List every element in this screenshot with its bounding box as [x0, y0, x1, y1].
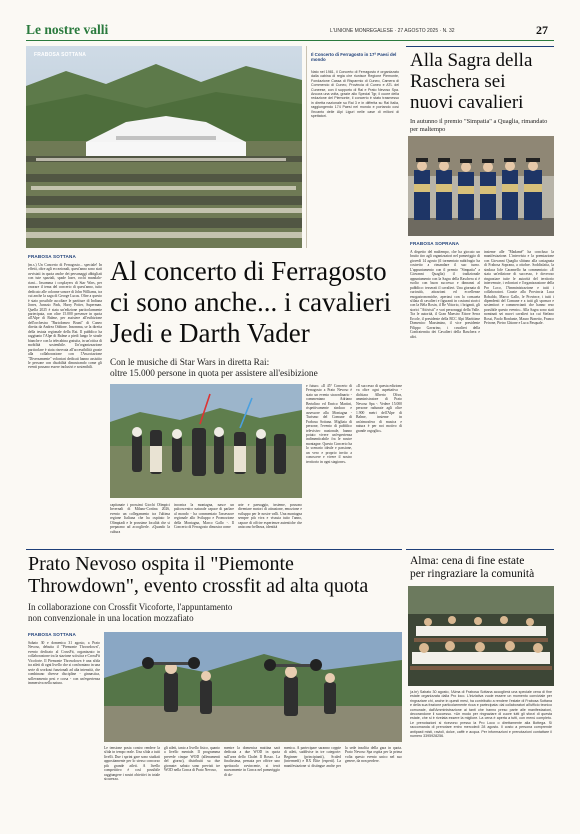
crossfit-col1: Sabato 30 e domenica 31 agosto, a Prato Nevoso, debutta il "Piemonte Throwdown", evento dedicato al CrossFit, organizzato in collaborazione tra la stazione sciistica e CrossFit Vicoforte. Il Piemonte Throwdown è una sfida tra atleti di ogni livello che si confrontano in una serie di workout funzionali ad alta intensità, che combinano diverse discipline - ginnastica, sollevamento pesi e corsa - con un'esperienza immersiva nella natura.: [28, 641, 100, 686]
crossfit-headline-line1: Prato Nevoso ospita il "Piemonte: [28, 553, 294, 575]
alma-photo: [408, 586, 554, 686]
alma-box: [406, 549, 554, 811]
crossfit-headline-line2: Throwdown", evento crossfit ad alta quota: [28, 575, 369, 597]
cavalieri-headline-line3: nuovi cavalieri: [410, 92, 524, 113]
story-location: FRABOSA SOTTANA: [28, 254, 76, 259]
cavalieri-subhead: In autunno il premio "Simpatia" a Quaglia, rimandato per maltempo: [410, 118, 548, 133]
section-title: Le nostre valli: [26, 22, 109, 37]
crossfit-col3: gli atleti, tanto a livello fisico, quanto a livello mentale. Il programma prevede cinque WOD (allenamenti del giorno), distribuiti su due giornate: sabato sono previsti tre WOD nella Conca di Prato Nevoso,: [164, 746, 220, 773]
story-col-e: «Il successo di questa edizione va oltre ogni aspettativa - dichiara Alberto Oliva, amministratore di Prato Nevoso Spa -. Vedere 15.000 persone radunate agli oltre 1.900 metri dell'Alpe di Balme, insieme in un'atmosfera di musica e natura è per noi motivo di grande orgoglio».: [356, 384, 402, 433]
header-rule: [26, 40, 554, 41]
cavalieri-photo: [408, 136, 554, 236]
main-headline-line3: Jedi e Darth Vader: [110, 318, 310, 348]
cavalieri-rule: [406, 46, 554, 47]
main-subhead-line1: Con le musiche di Star Wars in diretta Rai:: [110, 358, 270, 368]
cavalieri-location: FRABOSA SOPRANA: [410, 241, 460, 246]
main-headline-line1: Al concerto di Ferragosto: [110, 256, 387, 286]
crossfit-col4: mentre la domenica mattina sarà dedicata a due WOD in quota sull'area dello Chalet Il Rosso. La finalissima, pensata per offrire uno spettacolo avvincente, si terrà nuovamente in Conca nel pomeriggio di do-: [224, 746, 280, 777]
masthead-line: L'UNIONE MONREGALESE · 27 AGOSTO 2025 · N. 32: [330, 28, 455, 34]
crossfit-subhead-line2: non convenzionale in una location mozzafiato: [28, 613, 194, 623]
crossfit-photo: [104, 632, 402, 742]
story-col-a: capitanate i prossimi Giochi Olimpici Invernali di Milano-Cortina 2026, evento un collegamento tra l'ultima regione Italiana che ha ospitato le Olimpiadi e le prossime località che si preparano ad accoglierle. «Quando la cultura: [110, 503, 170, 534]
main-headline-line2: ci sono anche... i cavalieri: [110, 287, 392, 317]
concert-photo: [26, 46, 302, 248]
sidebar-text: Nato nel 1981, il Concerto di Ferragosto è organizzato dalla cabina di regia che riunisce Regione Piemonte, Fondazione Cassa di Risparmio di Cuneo, Camera di Commercio di Cuneo, Provincia di Cuneo e ATL del Cuneese, con il supporto di Rai e Prato Nevoso Spa. Ancora una volta, grazie allo Special Tgr, il cuore della redazione del Piemonte, il concerto è stato trasmesso in diretta nazionale su Rai 3 e in differita su Rai Italia, raggiungendo 174 Paesi nel mondo e portando così l'incanto delle Alpi Liguri nelle case di milioni di spettatori.: [311, 70, 399, 119]
story-left-column: (m.s.) Un Concerto di Ferragosto... speciale! In effetti, oltre agli eccezionali, quest'anno sono stati avvistati in quota anche dei personaggi abbigliati con tute spaziali, spade laser, occhi mandalo-riani... Insomma i cosplayers di Star Wars, per onorare il tema del concerto di quest'anno, tutto dedicato alle colonne sonore di John Williams, tra cui anche la saga di George Lucas. Oltre a questo è stato possibile ascoltare le partiture di Indiana Jones, Jurassic Park, Harry Potter, Superman. Quella 2025 è stata un'edizione particolarmente partecipata, con oltre 15.000 presenze in quota all'Alpe di Balme, per assistere all'esibizione dell'orchestra "Bartolomeo Bruni" di Cuneo diretta da Andrea Oddone. Insomma, se la diretta della testata regionale della Rai. Il pubblico ha raggiunto l'Alpe di Balme a piedi lungo le strade bianche e con la telecabina gratuita, in un'ottica di mobilità sostenibile. Un'organizzazione particolare è stata riservata all'accessibilità grazie alla collaborazione con l'Associazione "Diversamente" volontari dedicati hanno assistito le persone con disabilità dimostrando come gli eventi possano essere inclusivi e sostenibili.: [28, 263, 102, 370]
alma-headline-line1: Alma: cena di fine estate: [410, 555, 525, 567]
story-col-b: incontra la montagna, nasce un palcoscenico naturale capace di parlare al mondo - ha commentato l'assessore regionale allo Sviluppo e Promozione della Montagna, Marco Gallo -. Il Concerto di Ferragosto dimostra come: [174, 503, 234, 530]
crossfit-location: FRABOSA SOTTANA: [28, 632, 76, 637]
story-col-c: arte e paesaggio, insieme, possono diventare motori di attrazione, emozione e sviluppo per le nostre valli. Una montagna sempre più viva e vissuta tutto l'anno, capace di offrire esperienze autentiche che uniscono bellezza, identità: [238, 503, 302, 530]
cavalieri-col-left: A dispetto del maltempo, che ha giocato un brutto tiro agli organizzatori nel pomeriggio di giovedì 14 agosto (il tormentato nubifragio ha costretto a rimandare il suo turno. L'appuntamento con il premio "Simpatia" a Giovanni Quaglia) il tradizionale appuntamento con la Sagra della Raschera si è svolto con buon successo e dinnanzi al pubblico: tesserati il cavalieri. Una giornata di curiosità, attrazioni ed eccellenze enogastronomiche, apertasi con la consueta sfilata di cavalieri e figuranti in costumi storici con la Bèla Rosin, il Re Vittorio, i briganti, gli storici "Attivisti" e vari personaggi della Valle. Tra le autorità, il Gran Maestro Ettore Serra Ercole, il presidente della BCC Alpi Marittime Domenico Massimino, il vice presidente Filippo Gavarino, i cavalieri della Confraternita dei Cavalieri della Raschera e altri.: [410, 250, 480, 339]
alma-text: (a.br) Sabato 30 agosto, l'Alma di Frabosa Sottana accoglierà una speciale cena di fine estate organizzata dalla Pro loco. L'iniziativa vuole essere un momento conviviale per ringraziare chi, anche in questi mesi, ha contribuito a rendere l'estate di Frabosa Sottana e della sua frazione particolarmente ricca e partecipata: dai collaboratori all'ufficio tecnico comunale, dall'Amministrazione ai tanti che hanno preso parte alle manifestazioni, decorandone il successo. «Un modo per ringraziare di cuore tutti gli sforzi di questa estate, che si è rivelata essere la migliore. La cena è aperta a tutti, con menù completo. Le prenotazioni si ricevono presso la Pro Loco o direttamente alla Bottega. Si raccomanda di prenotare entro mercoledì 28 agosto. Il costo a persona comprende antipasti misti, ravioli, dolce, caffè e acqua. Per informazioni e prenotazioni contattare il numero 3395928256.: [410, 690, 552, 739]
crossfit-rule: [26, 549, 402, 550]
crossfit-col2: Le tensione posta contro rendere la sfida in tempo reale. Una sfida a tutti livelli. Due i sprint gare sono studiati appositamente per lo stesso concorso più grande atleti. A livello competitivo è così possibile raggiungere i nostri obiettivi in totale sicurezza.: [104, 746, 160, 782]
cavalieri-headline-line1: Alla Sagra della: [410, 50, 533, 71]
section-header: [0, 0, 580, 44]
main-subhead-line2: oltre 15.000 persone in quota per assistere all'esibizione: [110, 369, 318, 379]
crossfit-subhead-line1: In collaborazione con Crossfit Vicoforte, l'appuntamento: [28, 602, 233, 612]
sidebar-box: [306, 46, 402, 248]
cavalieri-headline-line2: Raschera sei: [410, 71, 506, 92]
cavalieri-col-right: insieme alle "Madamé" ha concluso la manifestazione. L'intervista e la premiazione con Giovanni Quaglia slittano alla castagnata di Frabosa Soprana, a ottobre. Soddisfatta, la sindaca Iole Caramello ha commentato: «È stata un'edizione di successo, è doveroso ringraziare tutte le autorità del territorio intervenute, i volontari e l'organizzazione della Pro Loco, l'Amministrazione e tutti i collaboratori. Grazie alla Provincia Luca Robaldo, Marco Gallo, le Province, i tutti i dipendenti del Comune e a tutti gli sponsor e sostenitori e commercianti che hanno reso possibile questo evento». Alla Sagra sono stati nominati sei nuovi cavalieri tra cui Stefano Rossi, Paolo Bonfante, Mauro Bonetto, Franco Peirone, Pietro Ghione e Luca Pasquale.: [484, 250, 554, 326]
page-number: 27: [536, 23, 548, 37]
crossfit-col5: menica. A partecipare saranno coppie di atleti, suddivise in tre categorie: Beginner (principianti), Scaled (intermedi) e RX Elite (esperti). La manifestazione si distingue anche per la sede insolita della gara in quota. Prato Nevoso Spa ospita per la prima volta questo evento unico nel suo genere, da non perdere.: [284, 746, 402, 768]
alma-headline-line2: per ringraziare la comunità: [410, 568, 535, 580]
cosplay-photo: [110, 384, 302, 498]
story-col-d: e futuro. «Il 45° Concerto di Ferragosto a Prato Nevoso è stato un evento straordinario - commentano Adriano Bertolino ed Enrico Martini, rispettivamente sindaco e assessore alla Montagna - Turismo del Comune di Frabosa Sottana. Migliaia di persone, l'evento di pubblico televisivo nazionale, hanno potuto vivere un'esperienza indimenticabile fra le nostre montagne. Questo Concerto ha lo scenario ideale e passione, un vero e proprio invito a conoscere e vivere il nostro territorio in ogni stagione».: [306, 384, 352, 464]
sidebar-title: Il Concerto di Ferragosto in 17ª Paesi del mondo: [311, 52, 397, 63]
photo-location: FRABOSA SOTTANA: [34, 52, 86, 58]
